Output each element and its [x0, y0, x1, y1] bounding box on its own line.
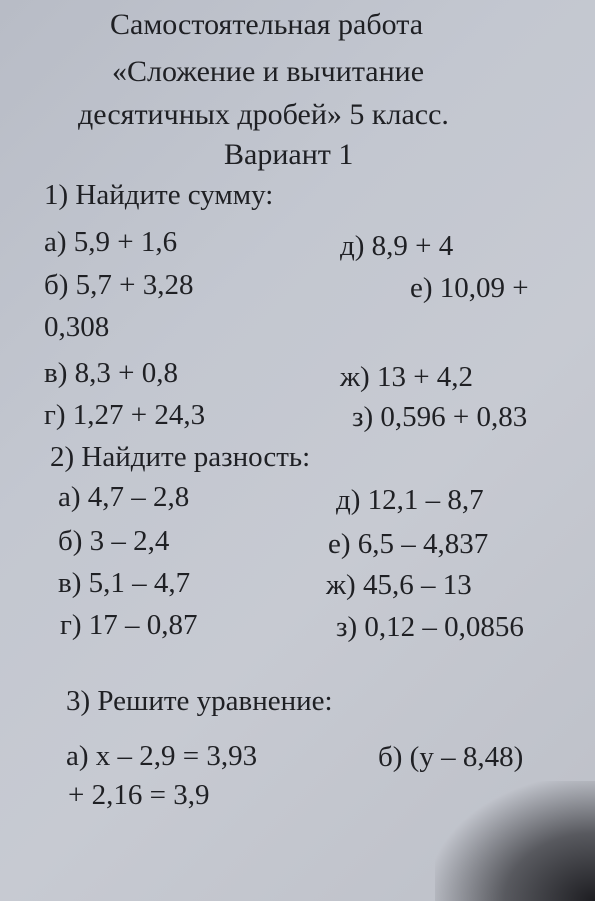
task1-item-zh: ж) 13 + 4,2 — [340, 361, 474, 393]
task2-item-z: з) 0,12 – 0,0856 — [336, 611, 524, 643]
task1-item-v: в) 8,3 + 0,8 — [44, 357, 178, 389]
task1-item-d: д) 8,9 + 4 — [340, 230, 454, 262]
task3-heading: 3) Решите уравнение: — [66, 685, 333, 717]
photo-shadow-corner — [435, 781, 595, 901]
task1-heading: 1) Найдите сумму: — [44, 179, 274, 211]
task2-item-b: б) 3 – 2,4 — [58, 525, 170, 557]
task1-item-g: г) 1,27 + 24,3 — [44, 399, 206, 431]
task1-item-a: а) 5,9 + 1,6 — [44, 226, 178, 258]
task3-item-b-part1: б) (у – 8,48) — [378, 741, 524, 773]
task3-item-b-part2: + 2,16 = 3,9 — [68, 779, 210, 811]
task3-item-a: а) х – 2,9 = 3,93 — [66, 740, 258, 772]
task2-heading: 2) Найдите разность: — [50, 441, 311, 473]
task1-item-z: з) 0,596 + 0,83 — [352, 401, 528, 433]
worksheet-title-line-3: десятичных дробей» 5 класс. — [78, 98, 449, 131]
task2-item-a: а) 4,7 – 2,8 — [58, 481, 190, 513]
task2-item-zh: ж) 45,6 – 13 — [326, 569, 472, 601]
task1-item-e-part2: 0,308 — [44, 311, 110, 343]
task2-item-g: г) 17 – 0,87 — [60, 609, 198, 641]
task2-item-v: в) 5,1 – 4,7 — [58, 567, 191, 599]
task2-item-e: е) 6,5 – 4,837 — [328, 528, 489, 560]
task2-item-d: д) 12,1 – 8,7 — [336, 484, 484, 516]
variant-label: Вариант 1 — [224, 138, 354, 171]
task1-item-e-part1: е) 10,09 + — [410, 272, 529, 304]
worksheet-title-line-1: Самостоятельная работа — [110, 8, 424, 41]
worksheet-title-line-2: «Сложение и вычитание — [112, 55, 425, 88]
task1-item-b: б) 5,7 + 3,28 — [44, 269, 194, 301]
